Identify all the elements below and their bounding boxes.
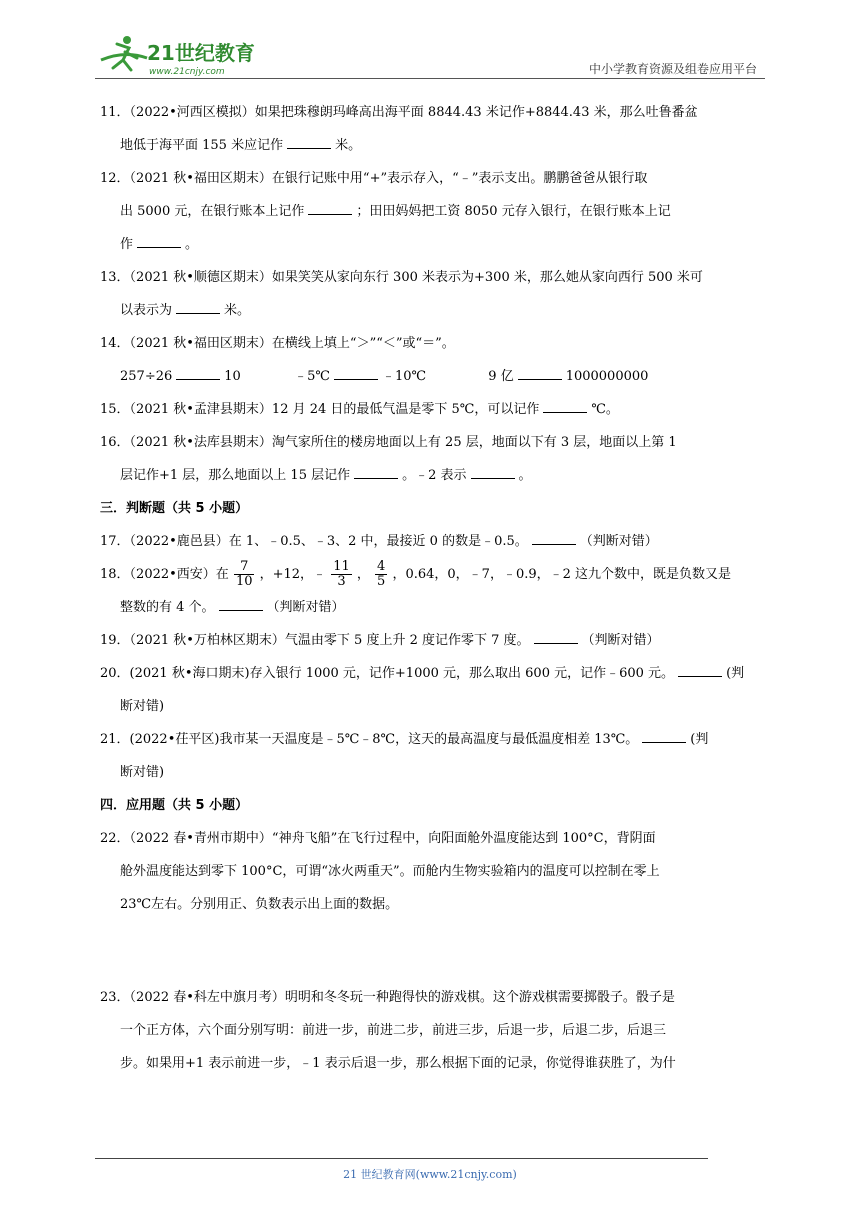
- question-11: 11．（2022•河西区模拟）如果把珠穆朗玛峰高出海平面 8844.43 米记作+8844.43 米，那么吐鲁番盆 地低于海平面 155 米应记作 米。: [100, 105, 698, 153]
- question-18: 18．（2022•西安）在 $\frac{7}{10}$ ，+12，﹣ $\frac{11}{3}$ ， $\frac{4}{5}$ ，0.64，0，﹣7，﹣0.9，﹣2 这九个数中，既是负数又是 整数的有 4 个。 （判断对错）: [100, 559, 732, 615]
- question-23: 23．（2022 春•科左中旗月考）明明和冬冬玩一种跑得快的游戏棋。这个游戏棋需要掷骰子。骰子是 一个正方体，六个面分别写明：前进一步，前进二步，前进三步，后退一步，后退二步，后退三 步。如果用+1 表示前进一步，﹣1 表示后退一步，那么根据下面的记录，你觉得谁获胜了，为什: [100, 990, 676, 1071]
- answer-blank[interactable]: [471, 466, 515, 479]
- fraction: $\frac{4}{5}$: [377, 559, 386, 589]
- question-21: 21．(2022•茌平区)我市某一天温度是﹣5℃﹣8℃，这天的最高温度与最低温度相差 13℃。 (判 断对错): [100, 732, 709, 780]
- footer-link[interactable]: 21 世纪教育网(www.21cnjy.com): [343, 1168, 517, 1181]
- question-15: 15．（2021 秋•孟津县期末）12 月 24 日的最低气温是零下 5℃，可以记作 ℃。: [100, 402, 619, 417]
- answer-blank[interactable]: [219, 598, 263, 611]
- answer-blank[interactable]: [518, 367, 562, 380]
- answer-blank[interactable]: [137, 235, 181, 248]
- answer-blank[interactable]: [534, 631, 578, 644]
- page-header: [95, 30, 765, 80]
- answer-blank[interactable]: [642, 730, 686, 743]
- question-13: 13．（2021 秋•顺德区期末）如果笑笑从家向东行 300 米表示为+300 米，那么她从家向西行 500 米可 以表示为 米。: [100, 270, 703, 318]
- answer-blank[interactable]: [334, 367, 378, 380]
- question-17: 17．（2022•鹿邑县）在 1、﹣0.5、﹣3、2 中，最接近 0 的数是﹣0.5。 （判断对错）: [100, 534, 658, 549]
- question-20: 20．(2021 秋•海口期末)存入银行 1000 元，记作+1000 元，那么取出 600 元，记作﹣600 元。 (判 断对错): [100, 666, 745, 714]
- answer-blank[interactable]: [532, 532, 576, 545]
- fraction: $\frac{11}{3}$: [333, 559, 350, 589]
- question-14: 14．（2021 秋•福田区期末）在横线上填上“＞”“＜”或“＝”。 257÷26 10 ﹣5℃ ﹣10℃ 9 亿 1000000000: [100, 336, 649, 384]
- answer-blank[interactable]: [678, 664, 722, 677]
- answer-blank[interactable]: [543, 400, 587, 413]
- question-22: 22．（2022 春•青州市期中）“神舟飞船”在飞行过程中，向阳面舱外温度能达到 100°C，背阴面 舱外温度能达到零下 100°C，可谓“冰火两重天”。而舱内生物实验箱内的温度可以控制在零上 23℃左右。分别用正、负数表示出上面的数据。: [100, 831, 660, 912]
- answer-space[interactable]: [100, 921, 765, 981]
- answer-blank[interactable]: [308, 202, 352, 215]
- section-title-judgement: 三．判断题（共 5 小题）: [100, 501, 249, 516]
- footer-divider: [95, 1158, 708, 1159]
- answer-blank[interactable]: [176, 367, 220, 380]
- question-12: 12．（2021 秋•福田区期末）在银行记账中用“+”表示存入，“﹣”表示支出。鹏鹏爸爸从银行取 出 5000 元，在银行账本上记作 ；田田妈妈把工资 8050 元存入银行，在银行账本上记 作 。: [100, 171, 671, 252]
- question-19: 19．（2021 秋•万柏林区期末）气温由零下 5 度上升 2 度记作零下 7 度。 （判断对错）: [100, 633, 660, 648]
- section-title-application: 四．应用题（共 5 小题）: [100, 798, 249, 813]
- document-body: [100, 96, 765, 1080]
- logo-icon: [95, 30, 265, 80]
- answer-blank[interactable]: [176, 301, 220, 314]
- answer-blank[interactable]: [354, 466, 398, 479]
- question-16: 16．（2021 秋•法库县期末）淘气家所住的楼房地面以上有 25 层，地面以下有 3 层，地面以上第 1 层记作+1 层，那么地面以上 15 层记作 。﹣2 表示 。: [100, 435, 677, 483]
- fraction: $\frac{7}{10}$: [235, 559, 253, 589]
- header-divider: [95, 78, 765, 79]
- platform-name: 中小学教育资源及组卷应用平台: [588, 62, 757, 76]
- svg-text:21世纪教育: 21世纪教育: [147, 41, 255, 65]
- answer-blank[interactable]: [287, 136, 331, 149]
- svg-text:www.21cnjy.com: www.21cnjy.com: [149, 67, 225, 77]
